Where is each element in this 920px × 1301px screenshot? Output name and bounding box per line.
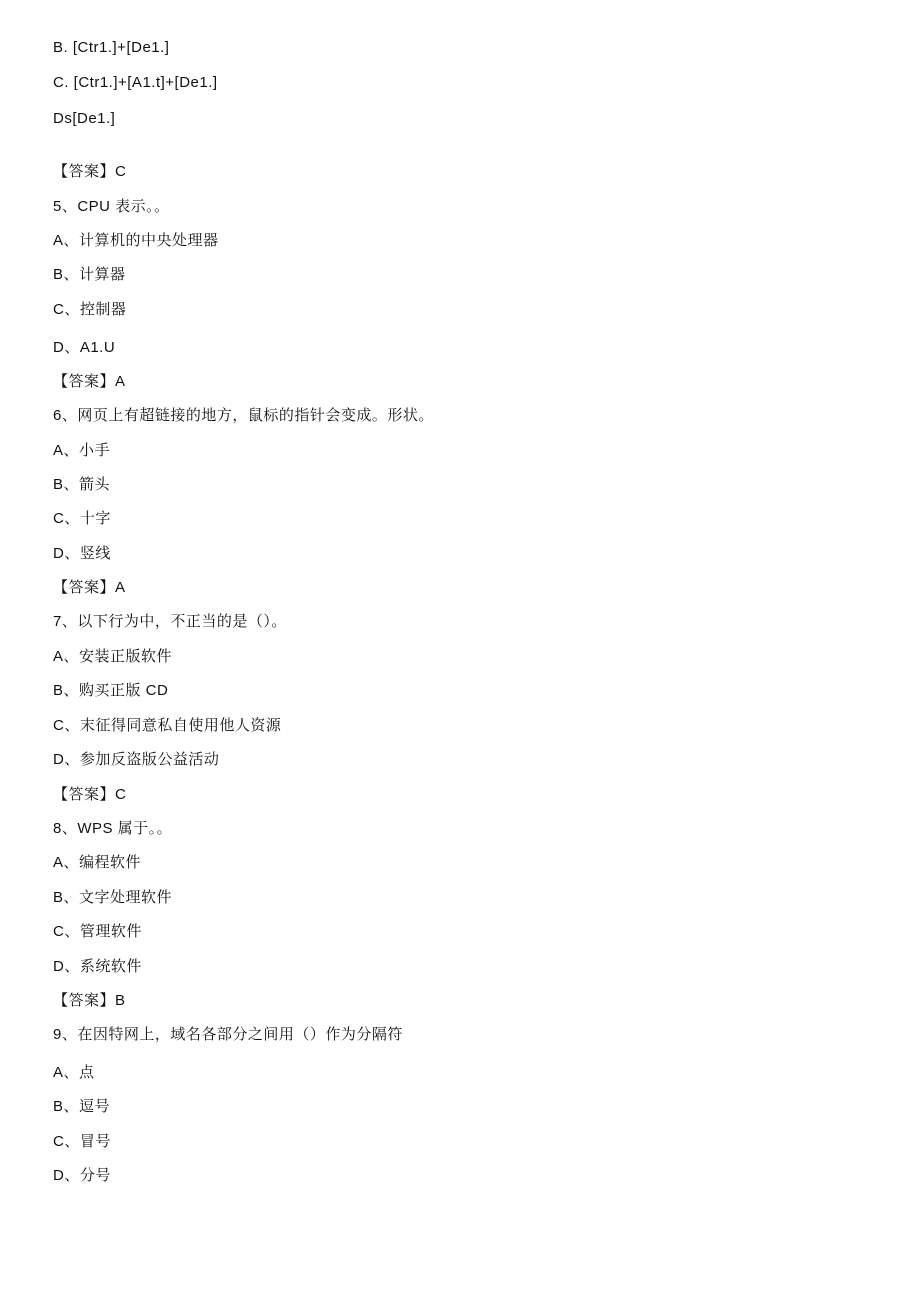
answer-q7: 【答案】C — [53, 786, 127, 803]
option-a-q6: A、小手 — [53, 442, 111, 459]
option-c-q4: C. [Ctr1.]+[A1.t]+[De1.] — [53, 74, 218, 91]
option-c-q6: C、十字 — [53, 510, 111, 527]
answer-q5: 【答案】A — [53, 373, 126, 390]
option-c-q9: C、冒号 — [53, 1133, 111, 1150]
option-d-q6: D、竖线 — [53, 545, 111, 562]
option-b-q7: B、购买正版 CD — [53, 682, 169, 699]
option-a-q9: A、点 — [53, 1064, 95, 1081]
option-b-q8: B、文字处理软件 — [53, 889, 173, 906]
option-c-q8: C、管理软件 — [53, 923, 142, 940]
option-d-q7: D、参加反盗版公益活动 — [53, 751, 220, 768]
option-a-q8: A、编程软件 — [53, 854, 142, 871]
question-8: 8、WPS 属于。。 — [53, 820, 173, 837]
option-d-q8: D、系统软件 — [53, 958, 142, 975]
option-d-q4: Ds[De1.] — [53, 110, 116, 127]
option-b-q5: B、计算器 — [53, 266, 126, 283]
option-b-q4: B. [Ctr1.]+[De1.] — [53, 39, 170, 56]
option-d-q5: D、A1.U — [53, 339, 116, 356]
question-6: 6、网页上有超链接的地方，鼠标的指针会变成。形状。 — [53, 407, 434, 424]
question-5: 5、CPU 表示。。 — [53, 198, 170, 215]
answer-q4: 【答案】C — [53, 163, 127, 180]
option-a-q7: A、安装正版软件 — [53, 648, 173, 665]
option-c-q5: C、控制器 — [53, 301, 127, 318]
question-7: 7、以下行为中，不正当的是（）。 — [53, 613, 287, 630]
option-c-q7: C、末征得同意私自使用他人资源 — [53, 717, 282, 734]
answer-q8: 【答案】B — [53, 992, 126, 1009]
question-9: 9、在因特网上，域名各部分之间用（）作为分隔符 — [53, 1026, 403, 1043]
option-d-q9: D、分号 — [53, 1167, 111, 1184]
option-b-q9: B、逗号 — [53, 1098, 111, 1115]
option-a-q5: A、计算机的中央处理器 — [53, 232, 219, 249]
answer-q6: 【答案】A — [53, 579, 126, 596]
option-b-q6: B、箭头 — [53, 476, 111, 493]
